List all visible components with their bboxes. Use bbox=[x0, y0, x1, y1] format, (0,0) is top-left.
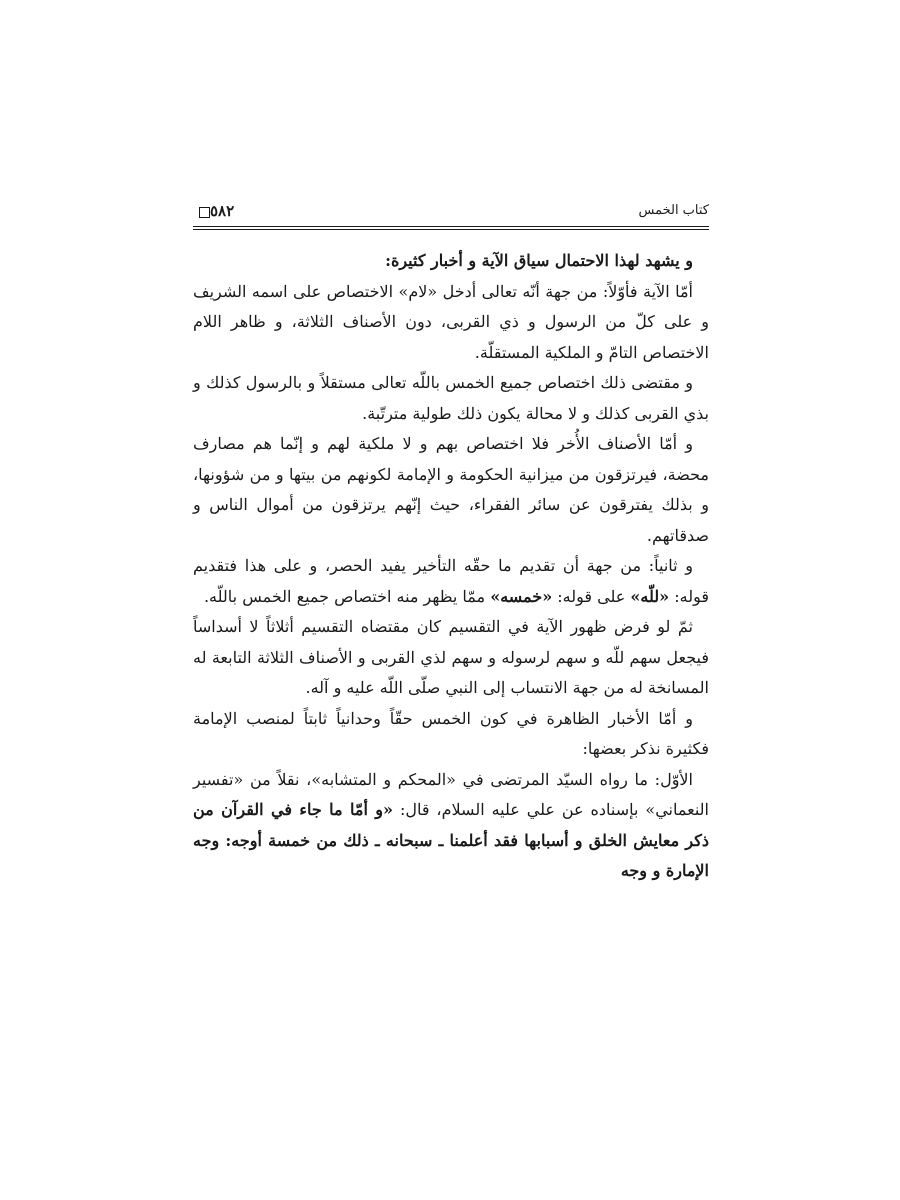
square-icon bbox=[199, 207, 210, 218]
paragraph-text: و أمّا الأصناف الأُخر فلا اختصاص بهم و لا ملكية لهم و إنّما هم مصارف محضة، فيرتزقون من ميزانية الحكومة و الإمامة لكونهم من بيتها و من شؤونها، و بذلك يفترقون عن سائر الفقراء، حيث إنّهم يرتزقون من أموال الناس و صدقاتهم. bbox=[193, 434, 709, 545]
page-body bbox=[193, 246, 709, 887]
paragraph-text: الأوّل: ما رواه السيّد المرتضى في «المحكم و المتشابه»، نقلاً من «تفسير النعماني» بإسناده عن علي عليه السلام، قال: bbox=[193, 769, 709, 819]
quoted-term: «للّه» bbox=[630, 586, 670, 606]
paragraph-text: أمّا الآية فأوّلاً: من جهة أنّه تعالى أدخل «لام» الاختصاص على اسمه الشريف و على كلّ من الرسول و ذي القربى، دون الأصناف الثلاثة، و ظاهر اللام الاختصاص التامّ و الملكية المستقلّة. bbox=[193, 281, 709, 362]
quotation: «و أمّا ما جاء في القرآن من ذكر معايش الخلق و أسبابها فقد أعلمنا ـ سبحانه ـ ذلك من خمسة أوجه: وجه الإمارة و وجه bbox=[193, 800, 709, 880]
paragraph bbox=[193, 704, 709, 765]
paragraph-text: و أمّا الأخبار الظاهرة في كون الخمس حقّاً وحدانياً ثابتاً لمنصب الإمامة فكثيرة نذكر بعضها: bbox=[193, 708, 709, 758]
paragraph-text: و مقتضى ذلك اختصاص جميع الخمس باللّه تعالى مستقلاً و بالرسول كذلك و بذي القربى كذلك و لا محالة يكون ذلك طولية مترتّبة. bbox=[193, 373, 709, 423]
paragraph bbox=[193, 612, 709, 704]
paragraph-text: على قوله: bbox=[552, 586, 631, 606]
page-number bbox=[193, 202, 234, 220]
paragraph bbox=[193, 429, 709, 551]
paragraph bbox=[193, 551, 709, 612]
paragraph-text: ثمّ لو فرض ظهور الآية في التقسيم كان مقتضاه التقسيم أثلاثاً لا أسداساً فيجعل سهم للّه و سهم لرسوله و سهم لذي القربى و الأصناف الثلاثة التابعة له المسانخة له من جهة الانتساب إلى النبي صلّى اللّه عليه و آله. bbox=[193, 617, 709, 697]
paragraph bbox=[193, 368, 709, 429]
paragraph bbox=[193, 765, 709, 887]
page-number-value: ٥٨٢ bbox=[210, 202, 235, 220]
paragraph bbox=[193, 277, 709, 369]
paragraph bbox=[193, 246, 709, 277]
header-rule bbox=[193, 226, 709, 230]
paragraph-text: ممّا يظهر منه اختصاص جميع الخمس باللّه. bbox=[203, 586, 491, 606]
book-title: كتاب الخمس bbox=[638, 203, 709, 218]
running-header bbox=[193, 200, 709, 228]
paragraph-text: و ثانياً: من جهة أن تقديم ما حقّه التأخير يفيد الحصر، و على هذا فتقديم قوله: bbox=[193, 556, 709, 606]
paragraph-text: و يشهد لهذا الاحتمال سياق الآية و أخبار كثيرة: bbox=[385, 251, 693, 270]
quoted-term: «خمسه» bbox=[490, 586, 553, 606]
